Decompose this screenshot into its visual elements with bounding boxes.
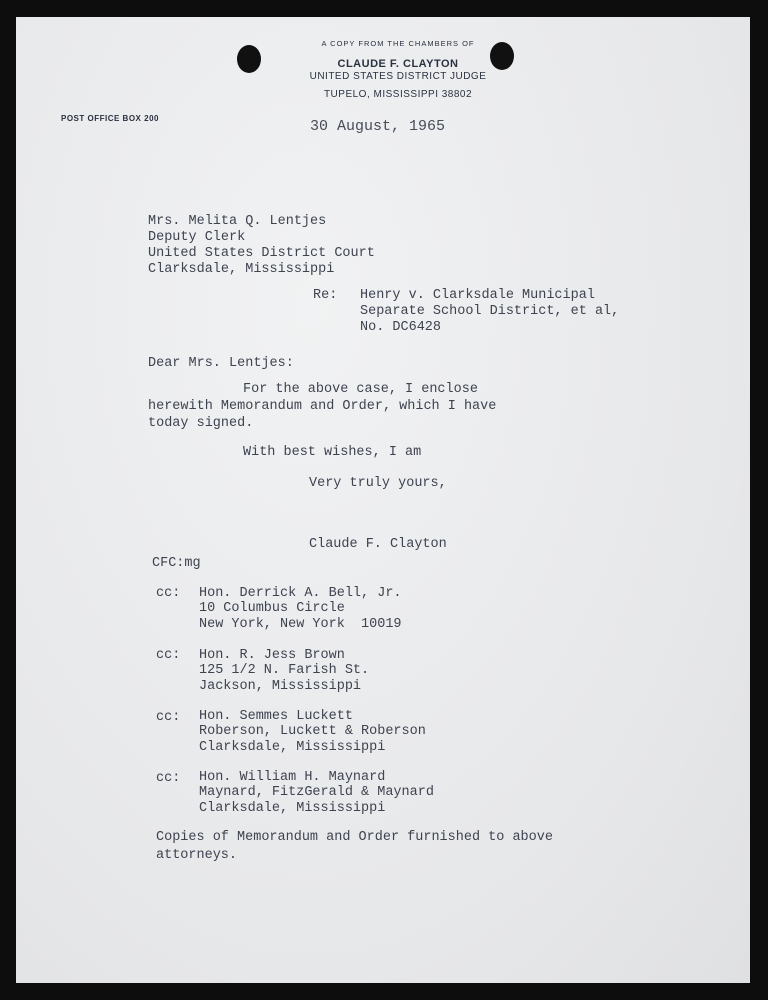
recipient-city: Clarksdale, Mississippi [148, 262, 335, 277]
footer-line-1: Copies of Memorandum and Order furnished to above [156, 830, 553, 845]
cc-line: Clarksdale, Mississippi [199, 801, 386, 816]
letterhead-title: UNITED STATES DISTRICT JUDGE [309, 71, 487, 82]
cc-line: Jackson, Mississippi [199, 679, 362, 694]
re-line-2: Separate School District, et al, [360, 304, 620, 319]
re-line-1: Henry v. Clarksdale Municipal [360, 288, 595, 303]
body-line-3: today signed. [148, 416, 254, 431]
recipient-name: Mrs. Melita Q. Lentjes [148, 214, 327, 229]
re-label: Re: [313, 288, 338, 303]
cc-line: Hon. William H. Maynard [199, 770, 386, 785]
re-line-3: No. DC6428 [360, 320, 442, 335]
cc-line: Roberson, Luckett & Roberson [199, 724, 426, 739]
cc-line: Hon. Semmes Luckett [199, 709, 353, 724]
recipient-title: Deputy Clerk [148, 230, 246, 245]
closing-wishes: With best wishes, I am [243, 445, 422, 460]
letterhead-address: TUPELO, MISSISSIPPI 38802 [323, 89, 473, 100]
signature-name: Claude F. Clayton [309, 537, 447, 552]
letter-page [16, 17, 750, 983]
cc-line: 125 1/2 N. Farish St. [199, 663, 370, 678]
cc-line: 10 Columbus Circle [199, 601, 345, 616]
body-line-1: For the above case, I enclose [243, 382, 478, 397]
cc-label: cc: [156, 586, 181, 601]
letterhead-copy-line: A COPY FROM THE CHAMBERS OF [321, 39, 475, 48]
cc-label: cc: [156, 710, 181, 725]
letterhead-name: CLAUDE F. CLAYTON [337, 58, 459, 70]
closing-yours: Very truly yours, [309, 476, 447, 491]
cc-line: New York, New York 10019 [199, 617, 402, 632]
letter-date: 30 August, 1965 [310, 118, 446, 135]
body-line-2: herewith Memorandum and Order, which I have [148, 399, 497, 414]
letterhead [296, 39, 500, 100]
punch-hole-left [237, 45, 261, 73]
cc-line: Hon. R. Jess Brown [199, 648, 345, 663]
cc-line: Maynard, FitzGerald & Maynard [199, 785, 434, 800]
typist-initials: CFC:mg [152, 556, 201, 571]
cc-label: cc: [156, 648, 181, 663]
recipient-court: United States District Court [148, 246, 375, 261]
salutation: Dear Mrs. Lentjes: [148, 356, 294, 371]
cc-line: Hon. Derrick A. Bell, Jr. [199, 586, 402, 601]
cc-label: cc: [156, 771, 181, 786]
po-box: POST OFFICE BOX 200 [61, 114, 159, 123]
footer-line-2: attorneys. [156, 848, 238, 863]
cc-line: Clarksdale, Mississippi [199, 740, 386, 755]
